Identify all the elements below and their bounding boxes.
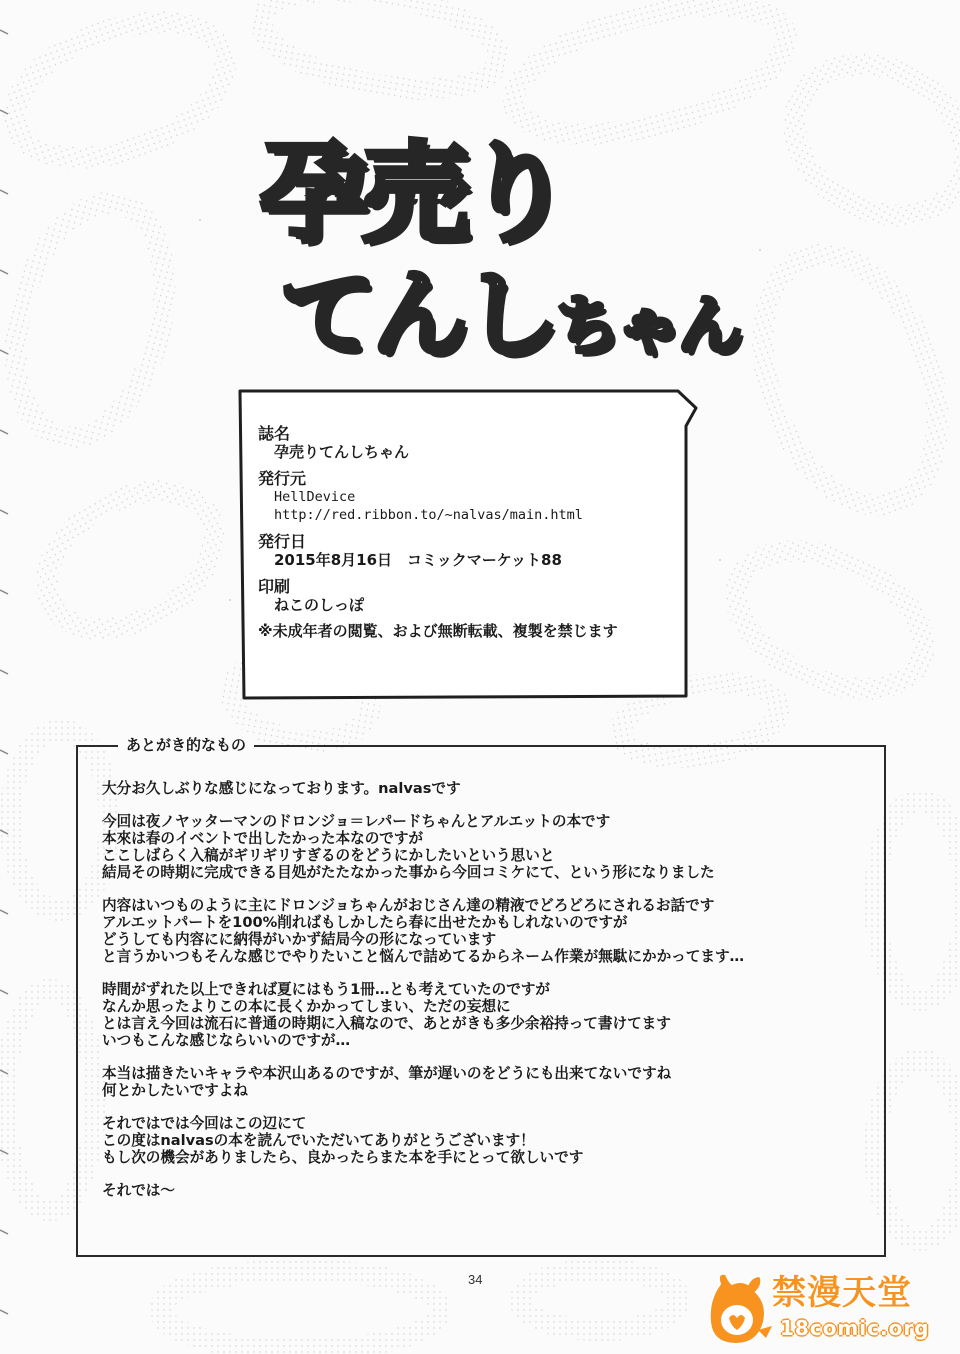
title-logo [240, 125, 740, 385]
title-line-2-main: てんし [280, 259, 556, 371]
watermark-mascot-icon [702, 1270, 774, 1350]
afterword-paragraph [102, 1065, 872, 1099]
afterword-line: と言うかいつもそんな感じでやりたいこと悩んで詰めてるからネーム作業が無駄にかかってます… [102, 948, 745, 965]
binding-edge [0, 0, 14, 1354]
afterword-line: ここしばらく入稿がギリギリすぎるのをどうにかしたいという思いと [102, 847, 555, 864]
afterword-line: それではでは今回はこの辺にて [102, 1115, 307, 1132]
colophon-title-value: 孕売りてんしちゃん [274, 443, 410, 461]
title-line-1: 孕売り [260, 132, 567, 257]
watermark-text: 禁漫天堂 [772, 1273, 912, 1313]
colophon-publisher-name: HellDevice [274, 489, 356, 505]
afterword-line: 何とかしたいですよね [102, 1082, 248, 1099]
afterword-line: なんか思ったよりこの本に長くかかってしまい、ただの妄想に [102, 998, 511, 1015]
afterword-line: とは言え今回は流石に普通の時期に入稿なので、あとがきも多少余裕持って書けてます [102, 1015, 671, 1032]
colophon-date-field [258, 532, 678, 569]
watermark [702, 1270, 932, 1350]
colophon-print-field [258, 577, 678, 614]
colophon-title-field [258, 424, 678, 461]
afterword-line: この度はnalvasの本を読んでいただいてありがとうございます！ [102, 1132, 535, 1149]
afterword-line: もし次の機会がありましたら、良かったらまた本を手にとって欲しいです [102, 1149, 584, 1166]
colophon-title-label: 誌名 [258, 424, 291, 443]
page-number: 34 [468, 1272, 483, 1287]
afterword-line: どうしても内容にに納得がいかず結局今の形になっています [102, 931, 497, 948]
afterword-body [102, 780, 872, 1215]
afterword-paragraph [102, 813, 872, 881]
colophon-print-label: 印刷 [258, 577, 291, 596]
afterword-line: 時間がずれた以上できれば夏にはもう1冊…とも考えていたのですが [102, 981, 550, 998]
colophon-date-value: 2015年8月16日 コミックマーケット88 [274, 551, 562, 569]
afterword-line: 今回は夜ノヤッターマンのドロンジョ＝レパードちゃんとアルエットの本です [102, 813, 611, 830]
colophon-date-label: 発行日 [258, 532, 307, 551]
afterword-paragraph [102, 780, 872, 797]
colophon-publisher-label: 発行元 [258, 469, 307, 488]
colophon-publisher-url: http://red.ribbon.to/~nalvas/main.html [274, 507, 583, 523]
afterword-line: 内容はいつものように主にドロンジョちゃんがおじさん達の精液でどろどろにされるお話です [102, 897, 715, 914]
colophon [258, 424, 678, 641]
colophon-notice: ※未成年者の閲覧、および無断転載、複製を禁じます [258, 622, 618, 640]
afterword-line: 結局その時期に完成できる目処がたたなかった事から今回コミケにて、という形になりました [102, 864, 715, 881]
title-line-2-small: ちゃん [556, 290, 739, 364]
afterword-paragraph [102, 1115, 872, 1166]
watermark-url: 18comic.org [780, 1316, 930, 1340]
afterword-line: アルエットパートを100%削ればもしかしたら春に出せたかもしれないのですが [102, 914, 628, 931]
afterword-paragraph [102, 981, 872, 1049]
afterword-paragraph [102, 897, 872, 965]
afterword-line: 大分お久しぶりな感じになっております。nalvasです [102, 780, 461, 797]
afterword-line: いつもこんな感じならいいのですが… [102, 1032, 351, 1049]
title-line-2 [280, 260, 739, 382]
afterword-line: 本当は描きたいキャラや本沢山あるのですが、筆が遅いのをどうにも出来てないですね [102, 1065, 672, 1082]
colophon-print-value: ねこのしっぽ [274, 596, 365, 614]
afterword-line: 本來は春のイベントで出したかった本なのですが [102, 830, 424, 847]
colophon-publisher-field [258, 469, 678, 524]
afterword-line: それでは～ [102, 1182, 175, 1199]
afterword-title: あとがき的なもの [118, 735, 254, 755]
afterword-paragraph [102, 1182, 872, 1199]
